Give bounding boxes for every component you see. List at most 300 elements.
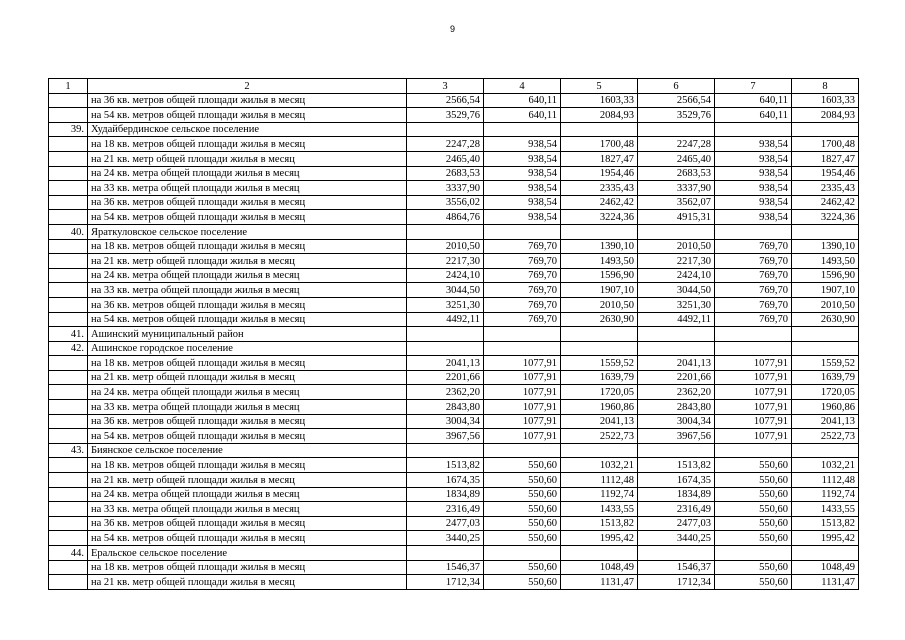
value-cell: 1995,42 bbox=[792, 531, 859, 546]
header-cell: 5 bbox=[561, 79, 638, 94]
value-cell bbox=[561, 341, 638, 356]
value-cell bbox=[792, 443, 859, 458]
table-row bbox=[49, 429, 859, 444]
value-cell: 550,60 bbox=[484, 575, 561, 590]
value-cell: 4915,31 bbox=[638, 210, 715, 225]
header-cell: 2 bbox=[88, 79, 407, 94]
value-cell: 938,54 bbox=[484, 181, 561, 196]
value-cell bbox=[407, 224, 484, 239]
value-cell: 2477,03 bbox=[638, 516, 715, 531]
table-row bbox=[49, 531, 859, 546]
row-number-cell bbox=[49, 181, 88, 196]
description-cell: на 24 кв. метра общей площади жилья в месяц bbox=[88, 166, 407, 181]
value-cell: 769,70 bbox=[484, 254, 561, 269]
value-cell: 1493,50 bbox=[792, 254, 859, 269]
description-cell: на 36 кв. метров общей площади жилья в месяц bbox=[88, 516, 407, 531]
value-cell bbox=[407, 341, 484, 356]
row-number-cell bbox=[49, 414, 88, 429]
value-cell: 1712,34 bbox=[407, 575, 484, 590]
value-cell: 2041,13 bbox=[561, 414, 638, 429]
value-cell: 1192,74 bbox=[561, 487, 638, 502]
row-number-cell bbox=[49, 108, 88, 123]
value-cell bbox=[792, 327, 859, 342]
value-cell: 769,70 bbox=[715, 297, 792, 312]
value-cell: 2335,43 bbox=[561, 181, 638, 196]
value-cell: 1112,48 bbox=[792, 473, 859, 488]
description-cell: на 24 кв. метра общей площади жилья в месяц bbox=[88, 385, 407, 400]
value-cell bbox=[484, 327, 561, 342]
value-cell: 4864,76 bbox=[407, 210, 484, 225]
row-number-cell bbox=[49, 458, 88, 473]
table-row bbox=[49, 443, 859, 458]
value-cell: 4492,11 bbox=[407, 312, 484, 327]
header-cell: 7 bbox=[715, 79, 792, 94]
row-number-cell bbox=[49, 268, 88, 283]
tariff-table bbox=[48, 78, 859, 590]
table-row bbox=[49, 327, 859, 342]
header-row bbox=[49, 79, 859, 94]
table-row bbox=[49, 414, 859, 429]
table-body bbox=[49, 93, 859, 589]
value-cell: 2010,50 bbox=[638, 239, 715, 254]
row-number-cell bbox=[49, 531, 88, 546]
value-cell: 1834,89 bbox=[407, 487, 484, 502]
value-cell: 3224,36 bbox=[792, 210, 859, 225]
value-cell: 2462,42 bbox=[792, 195, 859, 210]
value-cell: 2084,93 bbox=[561, 108, 638, 123]
value-cell bbox=[715, 224, 792, 239]
description-cell: на 54 кв. метров общей площади жилья в месяц bbox=[88, 531, 407, 546]
value-cell: 2201,66 bbox=[638, 370, 715, 385]
row-number-cell: 41. bbox=[49, 327, 88, 342]
description-cell: на 54 кв. метров общей площади жилья в месяц bbox=[88, 108, 407, 123]
value-cell bbox=[484, 546, 561, 561]
value-cell: 2462,42 bbox=[561, 195, 638, 210]
value-cell: 1048,49 bbox=[792, 560, 859, 575]
value-cell: 1077,91 bbox=[484, 356, 561, 371]
table-row bbox=[49, 385, 859, 400]
description-cell: Яраткуловское сельское поселение bbox=[88, 224, 407, 239]
row-number-cell: 43. bbox=[49, 443, 88, 458]
description-cell: Биянское сельское поселение bbox=[88, 443, 407, 458]
value-cell: 1674,35 bbox=[407, 473, 484, 488]
value-cell bbox=[638, 341, 715, 356]
row-number-cell bbox=[49, 283, 88, 298]
value-cell: 3004,34 bbox=[407, 414, 484, 429]
value-cell: 1834,89 bbox=[638, 487, 715, 502]
value-cell: 2566,54 bbox=[638, 93, 715, 108]
value-cell: 2843,80 bbox=[407, 400, 484, 415]
description-cell: на 36 кв. метров общей площади жилья в месяц bbox=[88, 297, 407, 312]
value-cell: 1131,47 bbox=[792, 575, 859, 590]
value-cell: 938,54 bbox=[715, 181, 792, 196]
value-cell bbox=[561, 122, 638, 137]
description-cell: Еральское сельское поселение bbox=[88, 546, 407, 561]
value-cell bbox=[792, 122, 859, 137]
value-cell: 2217,30 bbox=[407, 254, 484, 269]
value-cell bbox=[484, 443, 561, 458]
value-cell: 2465,40 bbox=[407, 151, 484, 166]
row-number-cell bbox=[49, 356, 88, 371]
value-cell: 3967,56 bbox=[407, 429, 484, 444]
value-cell: 1596,90 bbox=[561, 268, 638, 283]
table-row bbox=[49, 108, 859, 123]
value-cell bbox=[715, 443, 792, 458]
value-cell: 1700,48 bbox=[792, 137, 859, 152]
value-cell bbox=[792, 546, 859, 561]
value-cell: 769,70 bbox=[484, 283, 561, 298]
description-cell: на 21 кв. метр общей площади жилья в месяц bbox=[88, 370, 407, 385]
value-cell: 1077,91 bbox=[715, 385, 792, 400]
value-cell: 2630,90 bbox=[561, 312, 638, 327]
value-cell: 550,60 bbox=[715, 487, 792, 502]
value-cell: 1032,21 bbox=[561, 458, 638, 473]
value-cell: 2010,50 bbox=[561, 297, 638, 312]
description-cell: на 21 кв. метр общей площади жилья в месяц bbox=[88, 254, 407, 269]
value-cell: 1559,52 bbox=[561, 356, 638, 371]
value-cell: 1995,42 bbox=[561, 531, 638, 546]
value-cell: 2630,90 bbox=[792, 312, 859, 327]
table-row bbox=[49, 400, 859, 415]
value-cell: 2041,13 bbox=[792, 414, 859, 429]
value-cell: 2041,13 bbox=[638, 356, 715, 371]
value-cell: 2201,66 bbox=[407, 370, 484, 385]
description-cell: на 54 кв. метров общей площади жилья в месяц bbox=[88, 210, 407, 225]
value-cell: 4492,11 bbox=[638, 312, 715, 327]
description-cell: на 18 кв. метров общей площади жилья в месяц bbox=[88, 239, 407, 254]
value-cell: 1032,21 bbox=[792, 458, 859, 473]
value-cell: 3440,25 bbox=[638, 531, 715, 546]
value-cell: 550,60 bbox=[715, 502, 792, 517]
value-cell: 550,60 bbox=[484, 473, 561, 488]
value-cell bbox=[715, 122, 792, 137]
value-cell: 1559,52 bbox=[792, 356, 859, 371]
value-cell: 1192,74 bbox=[792, 487, 859, 502]
value-cell: 1907,10 bbox=[792, 283, 859, 298]
value-cell: 1077,91 bbox=[484, 429, 561, 444]
value-cell: 769,70 bbox=[715, 254, 792, 269]
row-number-cell bbox=[49, 312, 88, 327]
value-cell: 3251,30 bbox=[638, 297, 715, 312]
page-number: 9 bbox=[449, 24, 455, 34]
row-number-cell bbox=[49, 575, 88, 590]
table-row bbox=[49, 181, 859, 196]
row-number-cell bbox=[49, 239, 88, 254]
table-row bbox=[49, 297, 859, 312]
table-row bbox=[49, 575, 859, 590]
value-cell: 1048,49 bbox=[561, 560, 638, 575]
row-number-cell: 42. bbox=[49, 341, 88, 356]
value-cell: 1077,91 bbox=[484, 414, 561, 429]
row-number-cell bbox=[49, 370, 88, 385]
value-cell: 3529,76 bbox=[638, 108, 715, 123]
value-cell: 2522,73 bbox=[561, 429, 638, 444]
value-cell: 550,60 bbox=[715, 458, 792, 473]
value-cell: 1827,47 bbox=[561, 151, 638, 166]
row-number-cell bbox=[49, 502, 88, 517]
value-cell: 550,60 bbox=[484, 458, 561, 473]
row-number-cell bbox=[49, 254, 88, 269]
value-cell: 938,54 bbox=[484, 137, 561, 152]
value-cell: 2010,50 bbox=[407, 239, 484, 254]
table-row bbox=[49, 473, 859, 488]
row-number-cell bbox=[49, 516, 88, 531]
value-cell: 769,70 bbox=[715, 312, 792, 327]
table-row bbox=[49, 502, 859, 517]
value-cell: 640,11 bbox=[715, 108, 792, 123]
value-cell: 1907,10 bbox=[561, 283, 638, 298]
value-cell: 3556,02 bbox=[407, 195, 484, 210]
value-cell: 3044,50 bbox=[638, 283, 715, 298]
row-number-cell bbox=[49, 429, 88, 444]
row-number-cell bbox=[49, 487, 88, 502]
row-number-cell: 40. bbox=[49, 224, 88, 239]
value-cell: 2424,10 bbox=[407, 268, 484, 283]
table-row bbox=[49, 341, 859, 356]
value-cell: 2335,43 bbox=[792, 181, 859, 196]
value-cell: 1954,46 bbox=[792, 166, 859, 181]
value-cell bbox=[638, 546, 715, 561]
header-cell: 4 bbox=[484, 79, 561, 94]
value-cell: 2217,30 bbox=[638, 254, 715, 269]
value-cell: 938,54 bbox=[715, 210, 792, 225]
value-cell: 938,54 bbox=[715, 166, 792, 181]
value-cell: 1131,47 bbox=[561, 575, 638, 590]
value-cell bbox=[561, 443, 638, 458]
description-cell: на 33 кв. метра общей площади жилья в месяц bbox=[88, 502, 407, 517]
value-cell: 1077,91 bbox=[484, 400, 561, 415]
value-cell: 3251,30 bbox=[407, 297, 484, 312]
description-cell: на 24 кв. метра общей площади жилья в месяц bbox=[88, 268, 407, 283]
value-cell: 938,54 bbox=[715, 151, 792, 166]
table-row bbox=[49, 370, 859, 385]
value-cell: 2316,49 bbox=[638, 502, 715, 517]
value-cell bbox=[715, 327, 792, 342]
value-cell bbox=[638, 327, 715, 342]
value-cell: 1639,79 bbox=[561, 370, 638, 385]
description-cell: на 33 кв. метра общей площади жилья в месяц bbox=[88, 283, 407, 298]
value-cell: 550,60 bbox=[715, 531, 792, 546]
value-cell: 1077,91 bbox=[715, 370, 792, 385]
value-cell: 3004,34 bbox=[638, 414, 715, 429]
value-cell: 1513,82 bbox=[407, 458, 484, 473]
description-cell: на 21 кв. метр общей площади жилья в месяц bbox=[88, 575, 407, 590]
value-cell: 550,60 bbox=[484, 516, 561, 531]
value-cell: 938,54 bbox=[484, 166, 561, 181]
value-cell: 1603,33 bbox=[561, 93, 638, 108]
table-row bbox=[49, 210, 859, 225]
description-cell: на 18 кв. метров общей площади жилья в месяц bbox=[88, 356, 407, 371]
value-cell: 769,70 bbox=[484, 297, 561, 312]
value-cell: 3529,76 bbox=[407, 108, 484, 123]
value-cell: 938,54 bbox=[484, 195, 561, 210]
table-row bbox=[49, 122, 859, 137]
value-cell: 1077,91 bbox=[715, 429, 792, 444]
value-cell: 2522,73 bbox=[792, 429, 859, 444]
row-number-cell bbox=[49, 385, 88, 400]
value-cell bbox=[792, 224, 859, 239]
value-cell: 1493,50 bbox=[561, 254, 638, 269]
value-cell: 2362,20 bbox=[638, 385, 715, 400]
value-cell: 3337,90 bbox=[407, 181, 484, 196]
table-row bbox=[49, 151, 859, 166]
header-cell: 1 bbox=[49, 79, 88, 94]
table-row bbox=[49, 93, 859, 108]
value-cell: 1077,91 bbox=[484, 370, 561, 385]
value-cell: 2084,93 bbox=[792, 108, 859, 123]
value-cell: 938,54 bbox=[715, 137, 792, 152]
row-number-cell bbox=[49, 166, 88, 181]
table-row bbox=[49, 268, 859, 283]
header-cell: 8 bbox=[792, 79, 859, 94]
value-cell bbox=[792, 341, 859, 356]
value-cell: 550,60 bbox=[484, 560, 561, 575]
value-cell: 1674,35 bbox=[638, 473, 715, 488]
value-cell: 1390,10 bbox=[792, 239, 859, 254]
value-cell: 1077,91 bbox=[484, 385, 561, 400]
table-row bbox=[49, 356, 859, 371]
value-cell: 1433,55 bbox=[792, 502, 859, 517]
value-cell: 1827,47 bbox=[792, 151, 859, 166]
value-cell: 1954,46 bbox=[561, 166, 638, 181]
value-cell: 550,60 bbox=[715, 473, 792, 488]
value-cell: 2566,54 bbox=[407, 93, 484, 108]
row-number-cell: 44. bbox=[49, 546, 88, 561]
value-cell: 769,70 bbox=[484, 312, 561, 327]
table-row bbox=[49, 312, 859, 327]
description-cell: на 18 кв. метров общей площади жилья в месяц bbox=[88, 137, 407, 152]
value-cell bbox=[561, 327, 638, 342]
description-cell: на 18 кв. метров общей площади жилья в месяц bbox=[88, 458, 407, 473]
value-cell: 550,60 bbox=[715, 560, 792, 575]
value-cell: 1712,34 bbox=[638, 575, 715, 590]
value-cell: 3044,50 bbox=[407, 283, 484, 298]
table-row bbox=[49, 254, 859, 269]
value-cell: 1390,10 bbox=[561, 239, 638, 254]
row-number-cell bbox=[49, 297, 88, 312]
table-row bbox=[49, 487, 859, 502]
description-cell: на 36 кв. метров общей площади жилья в месяц bbox=[88, 93, 407, 108]
value-cell bbox=[407, 443, 484, 458]
value-cell: 550,60 bbox=[484, 502, 561, 517]
value-cell: 2316,49 bbox=[407, 502, 484, 517]
description-cell: на 21 кв. метр общей площади жилья в месяц bbox=[88, 473, 407, 488]
header-cell: 3 bbox=[407, 79, 484, 94]
table-row bbox=[49, 516, 859, 531]
description-cell: Ашинский муниципальный район bbox=[88, 327, 407, 342]
value-cell: 550,60 bbox=[715, 575, 792, 590]
description-cell: на 54 кв. метров общей площади жилья в месяц bbox=[88, 312, 407, 327]
value-cell bbox=[407, 122, 484, 137]
description-cell: на 18 кв. метров общей площади жилья в месяц bbox=[88, 560, 407, 575]
value-cell: 1720,05 bbox=[792, 385, 859, 400]
value-cell: 1112,48 bbox=[561, 473, 638, 488]
value-cell: 3440,25 bbox=[407, 531, 484, 546]
value-cell: 2041,13 bbox=[407, 356, 484, 371]
value-cell: 769,70 bbox=[715, 283, 792, 298]
value-cell bbox=[638, 224, 715, 239]
value-cell: 2247,28 bbox=[638, 137, 715, 152]
value-cell: 640,11 bbox=[484, 108, 561, 123]
value-cell: 1603,33 bbox=[792, 93, 859, 108]
row-number-cell bbox=[49, 400, 88, 415]
value-cell: 3562,07 bbox=[638, 195, 715, 210]
table-row bbox=[49, 560, 859, 575]
value-cell: 2465,40 bbox=[638, 151, 715, 166]
description-cell: Ашинское городское поселение bbox=[88, 341, 407, 356]
value-cell: 1546,37 bbox=[407, 560, 484, 575]
value-cell: 550,60 bbox=[484, 531, 561, 546]
value-cell bbox=[407, 546, 484, 561]
value-cell: 938,54 bbox=[484, 151, 561, 166]
value-cell: 938,54 bbox=[484, 210, 561, 225]
value-cell: 550,60 bbox=[484, 487, 561, 502]
value-cell: 2010,50 bbox=[792, 297, 859, 312]
value-cell: 769,70 bbox=[715, 239, 792, 254]
value-cell: 1513,82 bbox=[792, 516, 859, 531]
value-cell: 769,70 bbox=[484, 268, 561, 283]
value-cell: 1960,86 bbox=[561, 400, 638, 415]
value-cell bbox=[715, 546, 792, 561]
value-cell: 1077,91 bbox=[715, 356, 792, 371]
row-number-cell bbox=[49, 560, 88, 575]
value-cell: 1513,82 bbox=[638, 458, 715, 473]
value-cell: 2843,80 bbox=[638, 400, 715, 415]
description-cell: Худайбердинское сельское поселение bbox=[88, 122, 407, 137]
value-cell: 2683,53 bbox=[638, 166, 715, 181]
description-cell: на 21 кв. метр общей площади жилья в месяц bbox=[88, 151, 407, 166]
value-cell: 938,54 bbox=[715, 195, 792, 210]
value-cell: 3967,56 bbox=[638, 429, 715, 444]
value-cell bbox=[407, 327, 484, 342]
table-row bbox=[49, 137, 859, 152]
value-cell: 640,11 bbox=[715, 93, 792, 108]
table-row bbox=[49, 458, 859, 473]
value-cell bbox=[484, 224, 561, 239]
row-number-cell bbox=[49, 151, 88, 166]
value-cell: 1546,37 bbox=[638, 560, 715, 575]
table-row bbox=[49, 195, 859, 210]
value-cell bbox=[484, 122, 561, 137]
row-number-cell bbox=[49, 137, 88, 152]
value-cell: 550,60 bbox=[715, 516, 792, 531]
row-number-cell: 39. bbox=[49, 122, 88, 137]
value-cell: 1077,91 bbox=[715, 414, 792, 429]
value-cell bbox=[715, 341, 792, 356]
table-row bbox=[49, 283, 859, 298]
value-cell: 1700,48 bbox=[561, 137, 638, 152]
value-cell: 1433,55 bbox=[561, 502, 638, 517]
value-cell: 640,11 bbox=[484, 93, 561, 108]
value-cell: 3337,90 bbox=[638, 181, 715, 196]
description-cell: на 24 кв. метра общей площади жилья в месяц bbox=[88, 487, 407, 502]
value-cell bbox=[561, 546, 638, 561]
description-cell: на 36 кв. метров общей площади жилья в месяц bbox=[88, 195, 407, 210]
value-cell: 1639,79 bbox=[792, 370, 859, 385]
value-cell: 1960,86 bbox=[792, 400, 859, 415]
table-row bbox=[49, 239, 859, 254]
description-cell: на 33 кв. метра общей площади жилья в месяц bbox=[88, 181, 407, 196]
table-row bbox=[49, 224, 859, 239]
value-cell bbox=[638, 443, 715, 458]
row-number-cell bbox=[49, 473, 88, 488]
value-cell: 1513,82 bbox=[561, 516, 638, 531]
value-cell: 2477,03 bbox=[407, 516, 484, 531]
row-number-cell bbox=[49, 210, 88, 225]
value-cell: 769,70 bbox=[715, 268, 792, 283]
value-cell bbox=[484, 341, 561, 356]
description-cell: на 36 кв. метров общей площади жилья в месяц bbox=[88, 414, 407, 429]
